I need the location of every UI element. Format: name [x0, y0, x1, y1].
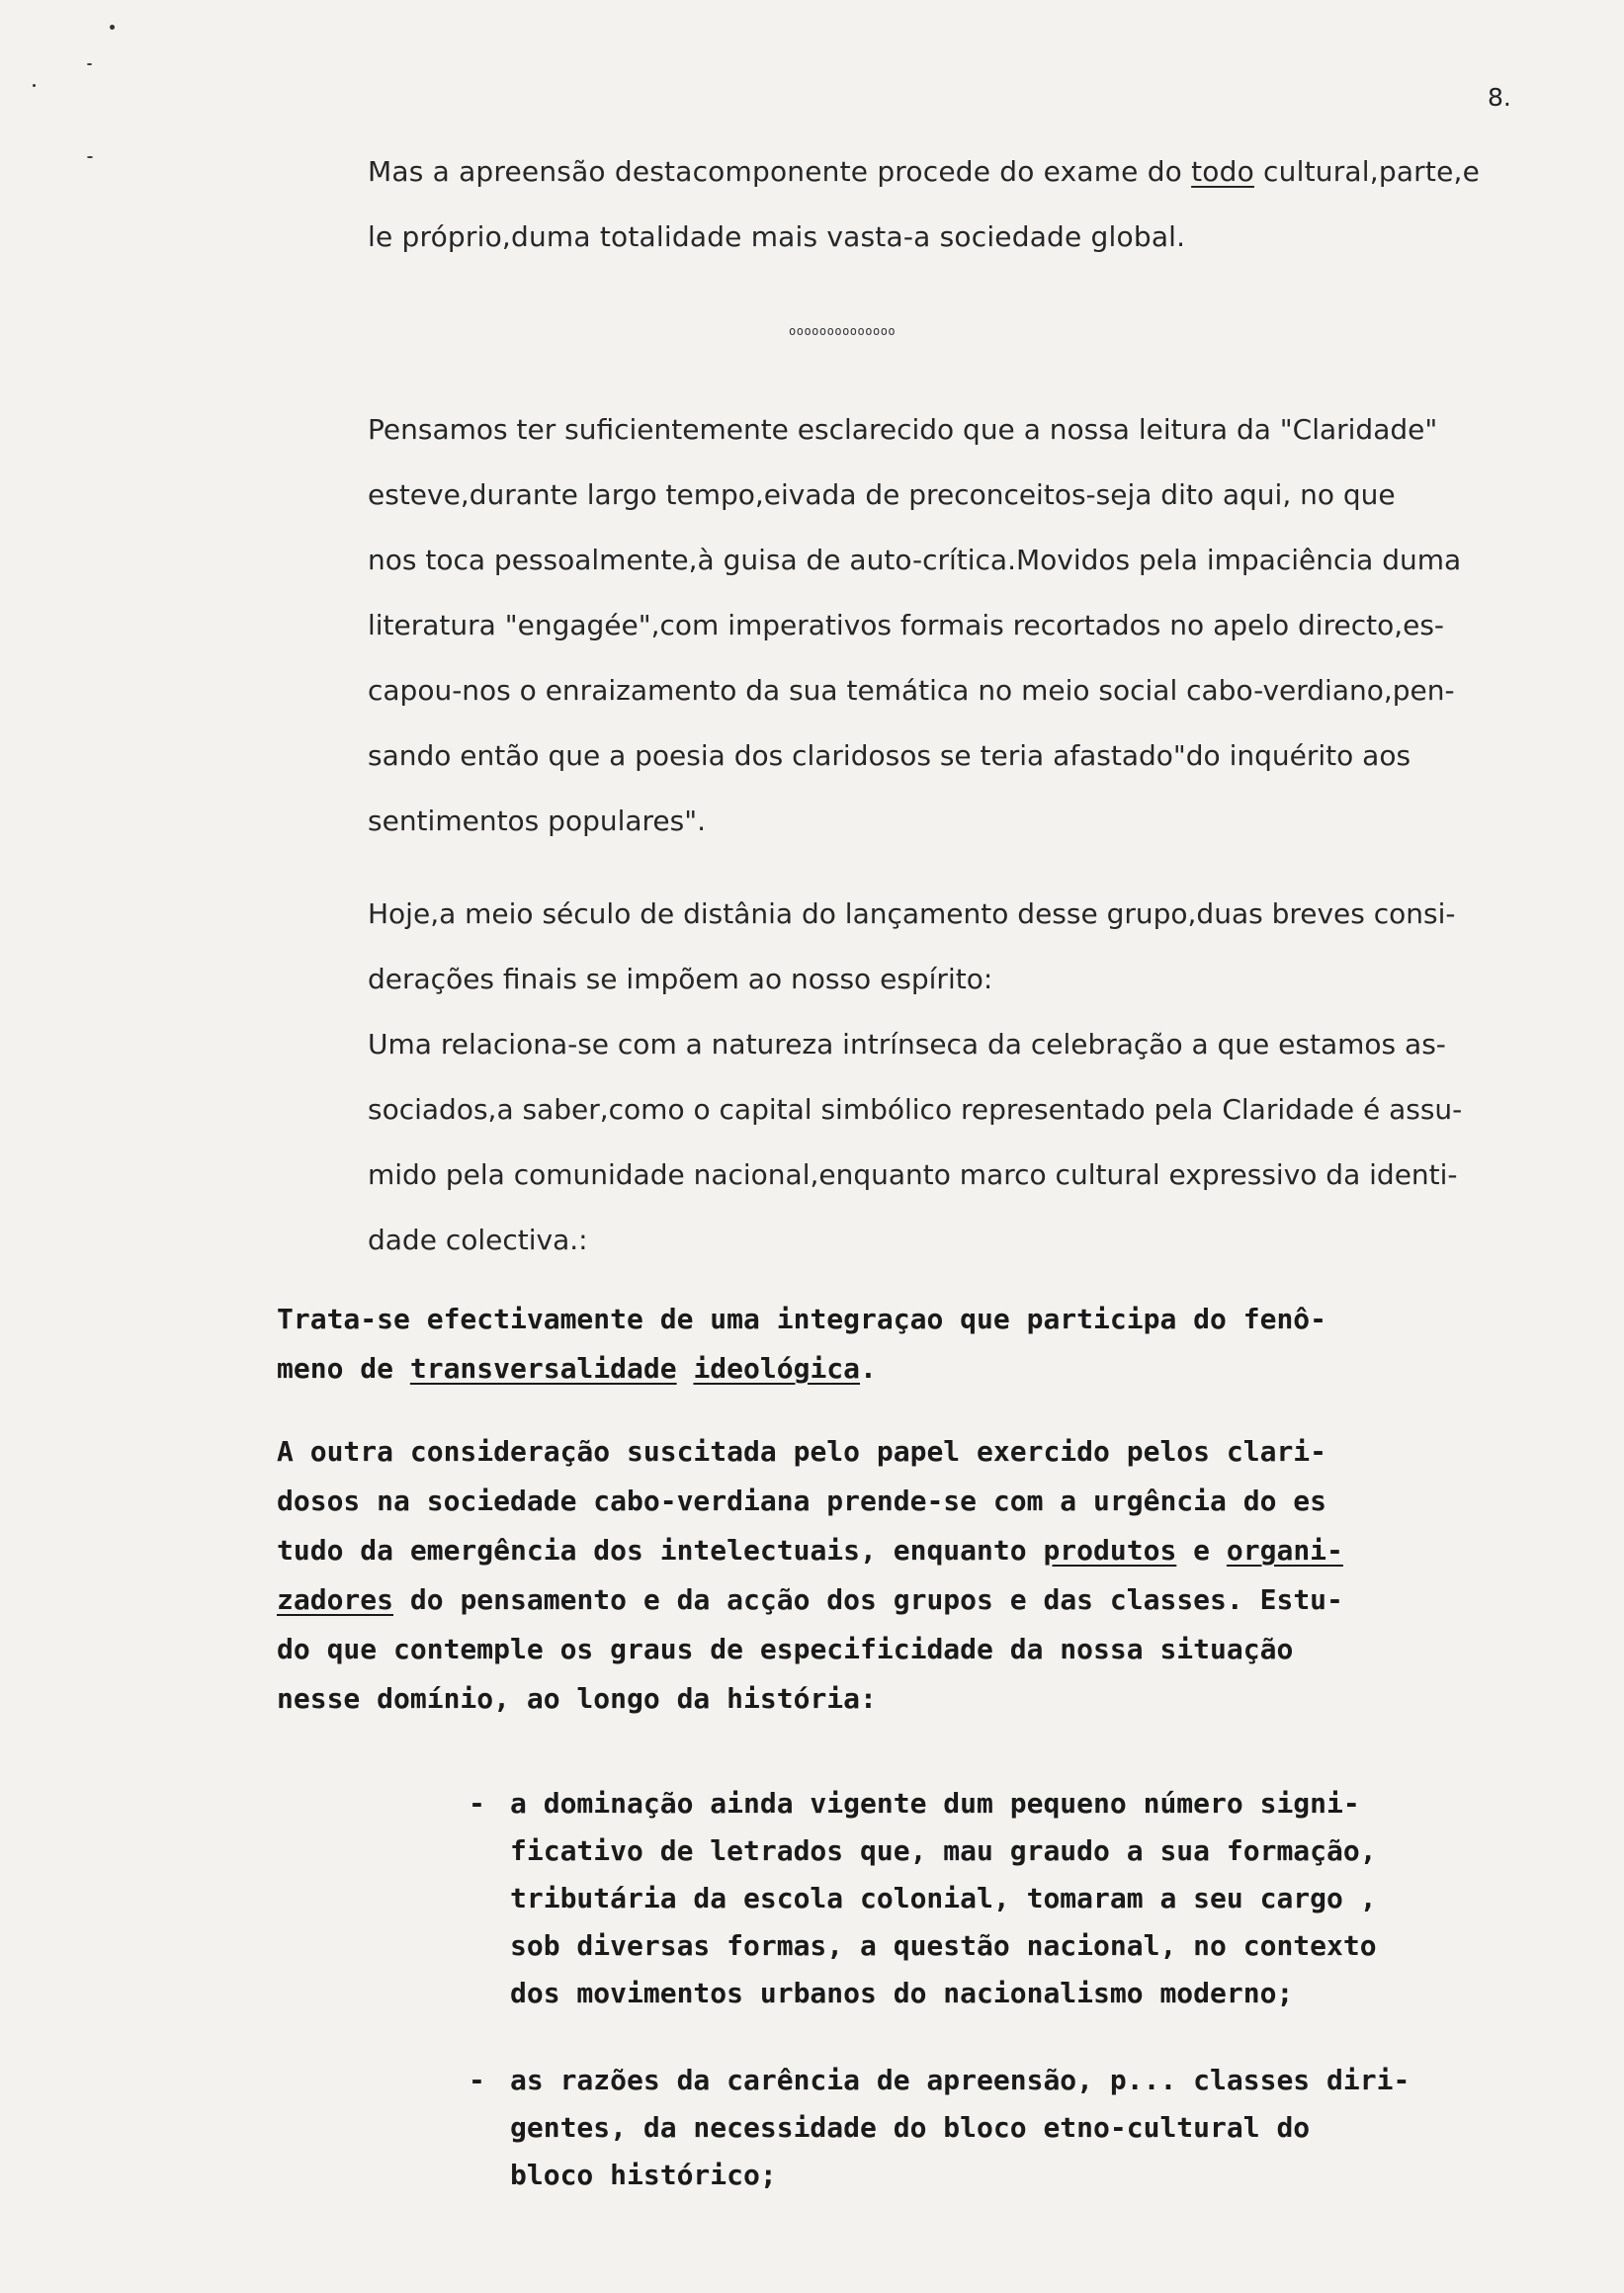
intro-line-1-tail: cultural,parte,e [1253, 155, 1481, 188]
claridade-section [368, 413, 1544, 1289]
paragraph-line: esteve,durante largo tempo,eivada de preconceitos-seja dito aqui, no que [368, 478, 1396, 511]
dash-list [469, 1787, 1556, 2246]
paragraph-line: sando então que a poesia dos claridosos se teria afastado"do inquérito aos [368, 739, 1411, 772]
list-line: ficativo de letrados que, mau graudo a sua formação, [510, 1834, 1377, 1867]
list-item-body [510, 1787, 1556, 2024]
page-number: 8. [1488, 83, 1511, 112]
intro-line-1-text: Mas a apreensão destacomponente procede do exame do [368, 155, 1192, 188]
typewriter-line [277, 1534, 1562, 1583]
list-item [469, 2064, 1556, 2206]
text-segment: do pensamento e da acção dos grupos e das classes. Estu- [393, 1583, 1343, 1616]
paragraph-line: Hoje,a meio século de distânia do lançamento desse grupo,duas breves consi- [368, 897, 1456, 930]
typewriter-line: dosos na sociedade cabo-verdiana prende-se com a urgência do es [277, 1485, 1327, 1517]
scan-speck [87, 156, 93, 158]
underlined-word: todo [1191, 155, 1254, 188]
text-segment: . [860, 1352, 877, 1385]
paragraph-line: Uma relaciona-se com a natureza intrínseca da celebração a que estamos as- [368, 1028, 1446, 1061]
list-item [469, 1787, 1556, 2024]
paragraph-line: derações finais se impõem ao nosso espírito: [368, 963, 993, 995]
list-dash: - [469, 1787, 485, 1820]
paragraph-line: mido pela comunidade nacional,enquanto marco cultural expressivo da identi- [368, 1158, 1458, 1191]
underlined-term: organi- [1226, 1534, 1343, 1567]
typewriter-line [277, 1352, 1562, 1401]
underlined-term: transversalidade [409, 1352, 677, 1385]
typewriter-line: do que contemple os graus de especificidade da nossa situação [277, 1633, 1294, 1665]
text-segment: tudo da emergência dos intelectuais, enquanto [277, 1534, 1044, 1567]
paragraph-gap [368, 870, 1544, 897]
scan-speck [110, 25, 115, 30]
text-segment [677, 1352, 694, 1385]
list-line: sob diversas formas, a questão nacional, no contexto [510, 1929, 1377, 1962]
typewriter-line: A outra consideração suscitada pelo papel exercido pelos clari- [277, 1435, 1327, 1468]
claridade-paragraph-1 [368, 413, 1544, 870]
claridade-paragraph-2 [368, 897, 1544, 1289]
scan-speck [87, 63, 92, 65]
list-line: tributária da escola colonial, tomaram a seu cargo , [510, 1882, 1377, 1914]
text-segment: e [1176, 1534, 1227, 1567]
section-divider: oooooooooooooo [789, 324, 897, 338]
paragraph-line: Pensamos ter suficientemente esclarecido que a nossa leitura da "Claridade" [368, 413, 1438, 446]
list-dash: - [469, 2064, 485, 2096]
underlined-term: ideológica [693, 1352, 861, 1385]
list-line: bloco histórico; [510, 2159, 777, 2191]
paragraph-line: sentimentos populares". [368, 805, 707, 837]
typewriter-paragraph-1 [277, 1303, 1562, 1401]
underlined-term: produtos [1043, 1534, 1177, 1567]
list-line: gentes, da necessidade do bloco etno-cultural do [510, 2111, 1311, 2144]
typewriter-line: Trata-se efectivamente de uma integraçao que participa do fenô- [277, 1303, 1327, 1335]
scan-speck [33, 84, 36, 87]
paragraph-line: literatura "engagée",com imperativos formais recortados no apelo directo,es- [368, 609, 1445, 641]
text-segment: meno de [277, 1352, 410, 1385]
typewriter-line: nesse domínio, ao longo da história: [277, 1682, 877, 1715]
typewriter-line [277, 1583, 1562, 1633]
paragraph-line: sociados,a saber,como o capital simbólico representado pela Claridade é assu- [368, 1093, 1463, 1126]
paragraph-line: dade colectiva.: [368, 1224, 588, 1256]
underlined-term: zadores [277, 1583, 394, 1616]
intro-paragraph [368, 155, 1544, 286]
list-line: dos movimentos urbanos do nacionalismo moderno; [510, 1977, 1294, 2009]
paragraph-line: capou-nos o enraizamento da sua temática no meio social cabo-verdiano,pen- [368, 674, 1455, 707]
typewriter-paragraph-2 [277, 1435, 1562, 1732]
list-item-body [510, 2064, 1556, 2206]
intro-line-2: le próprio,duma totalidade mais vasta-a sociedade global. [368, 220, 1186, 253]
list-line: as razões da carência de apreensão, p... classes diri- [510, 2064, 1410, 2096]
list-line: a dominação ainda vigente dum pequeno número signi- [510, 1787, 1360, 1820]
paragraph-line: nos toca pessoalmente,à guisa de auto-crítica.Movidos pela impaciência duma [368, 544, 1462, 576]
intro-line-1 [368, 155, 1544, 220]
